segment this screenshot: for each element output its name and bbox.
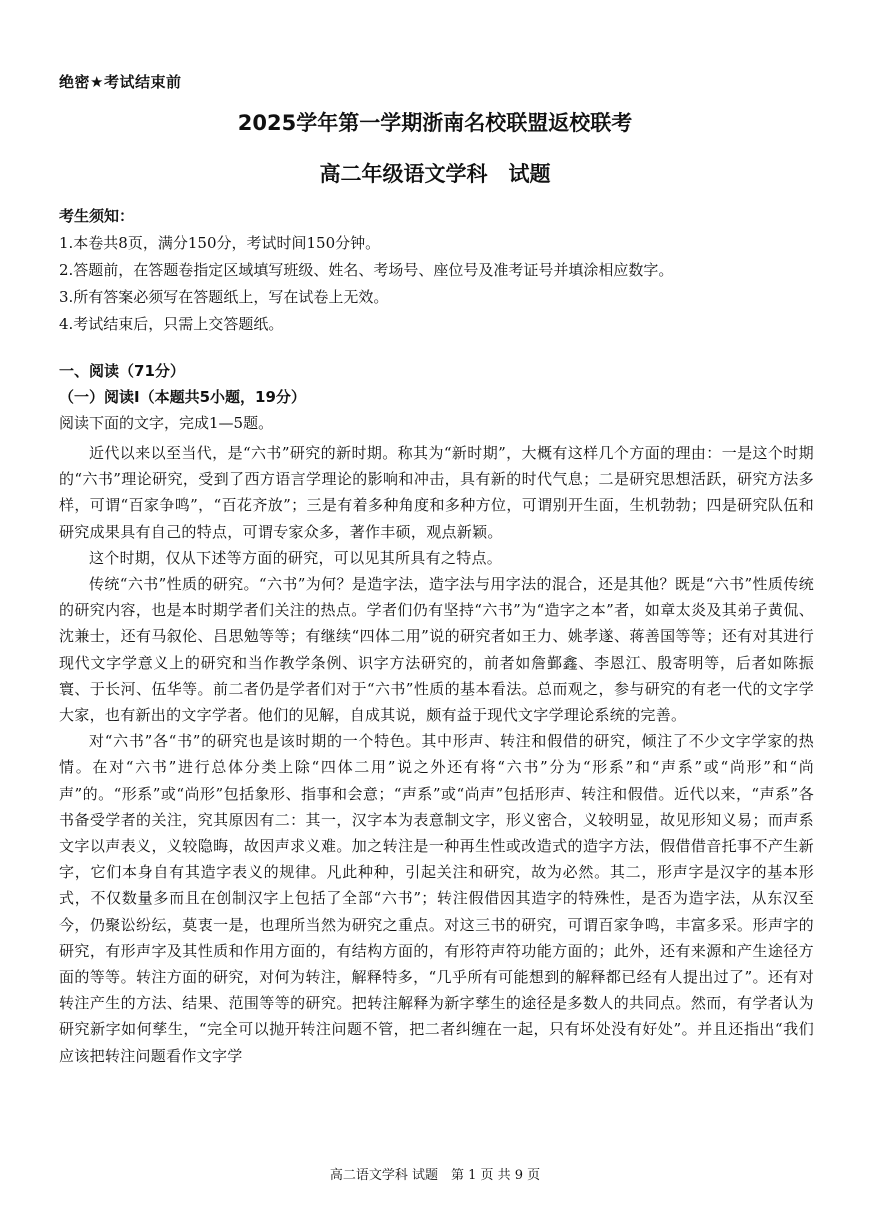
confidential-label: 绝密★考试结束前 xyxy=(59,73,182,91)
subsection-heading: （一）阅读Ⅰ（本题共5小题，19分） xyxy=(59,388,306,406)
passage-paragraph: 这个时期，仅从下述等方面的研究，可以见其所具有之特点。 xyxy=(89,548,503,567)
page-footer: 高二语文学科 试题 第 1 页 共 9 页 xyxy=(329,1168,541,1183)
reading-passage xyxy=(59,440,814,1069)
passage-paragraph: 对“六书”各“书”的研究也是该时期的一个特色。其中形声、转注和假借的研究，倾注了不少文字学家的热情。在对“六书”进行总体分类上除“四体二用”说之外还有将“六书”分为“形系”和“声系”或“尚形”和“尚声”的。“形系”或“尚形”包括象形、指事和会意；“声系”或“尚声”包括形声、转注和假借。近代以来，“声系”各书备受学者的关注，究其原因有二：其一，汉字本为表意制文字，形义密合，义较明显，故见形知义易；而声系文字以声表义，义较隐晦，故因声求义难。加之转注是一种再生性或改造式的造字方法，假借借音托事不产生新字，它们本身自有其造字表义的规律。凡此种种，引起关注和研究，故为必然。其二，形声字是汉字的基本形式，不仅数量多而且在创制汉字上包括了全部“六书”；转注假借因其造字的特殊性，是否为造字法，从东汉至今，仍聚讼纷纭，莫衷一是，也理所当然为研究之重点。对这三书的研究，可谓百家争鸣，丰富多采。形声字的研究，有形声字及其性质和作用方面的，有结构方面的，有形符声符功能方面的；此外，还有来源和产生途径方面的等等。转注方面的研究，对何为转注，解释特多，“几乎所有可能想到的解释都已经有人提出过了”。还有对转注产生的方法、结果、范围等等的研究。把转注解释为新字孳生的途径是多数人的共同点。然而，有学者认为研究新字如何孳生，“完全可以抛开转注问题不管，把二者纠缠在一起，只有坏处没有好处”。并且还指出“我们应该把转注问题看作文字学 xyxy=(59,732,814,1065)
notice-item: 4.考试结束后，只需上交答题纸。 xyxy=(59,315,284,333)
notice-item: 1.本卷共8页，满分150分，考试时间150分钟。 xyxy=(59,234,381,252)
notice-item: 3.所有答案必须写在答题纸上，写在试卷上无效。 xyxy=(59,288,389,306)
notice-item: 2.答题前，在答题卷指定区域填写班级、姓名、考场号、座位号及准考证号并填涂相应数字。 xyxy=(59,261,674,279)
passage-paragraph: 传统“六书”性质的研究。“六书”为何？是造字法，造字法与用字法的混合，还是其他？既是“六书”性质传统的研究内容，也是本时期学者们关注的热点。学者们仍有坚持“六书”为“造字之本”者，如章太炎及其弟子黄侃、沈兼士，还有马叙伦、吕思勉等等；有继续“四体二用”说的研究者如王力、姚孝遂、蒋善国等等；还有对其进行现代文字学意义上的研究和当作教学条例、识字方法研究的，前者如詹鄞鑫、李恩江、殷寄明等，后者如陈振寰、于长河、伍华等。前二者仍是学者们对于“六书”性质的基本看法。总而观之，参与研究的有老一代的文字学大家，也有新出的文字学者。他们的见解，自成其说，颇有益于现代文字学理论系统的完善。 xyxy=(59,575,814,725)
exam-subtitle: 高二年级语文学科 试题 xyxy=(319,162,551,186)
notice-heading: 考生须知： xyxy=(59,207,135,225)
section-heading: 一、阅读（71分） xyxy=(59,362,185,380)
reading-instruction: 阅读下面的文字，完成1—5题。 xyxy=(59,414,274,432)
passage-paragraph: 近代以来以至当代，是“六书”研究的新时期。称其为“新时期”，大概有这样几个方面的理由：一是这个时期的“六书”理论研究，受到了西方语言学理论的影响和冲击，具有新的时代气息；二是研究思想活跃，研究方法多样，可谓“百家争鸣”，“百花齐放”；三是有着多种角度和多种方位，可谓别开生面，生机勃勃；四是研究队伍和研究成果具有自己的特点，可谓专家众多，著作丰硕，观点新颖。 xyxy=(59,444,814,541)
notice-list xyxy=(59,230,819,338)
exam-title: 2025学年第一学期浙南名校联盟返校联考 xyxy=(237,111,633,135)
